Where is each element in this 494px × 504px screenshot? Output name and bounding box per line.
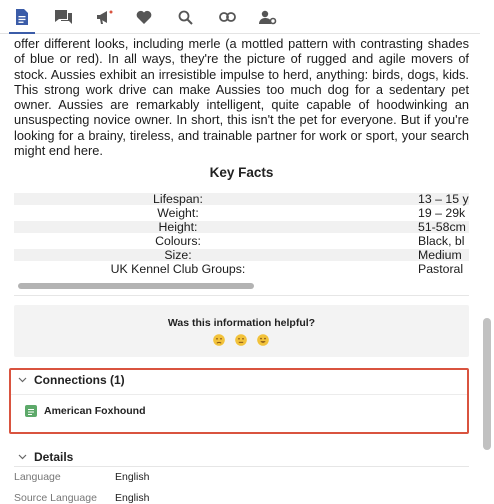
megaphone-icon[interactable] (91, 5, 117, 29)
fact-label: Size: (164, 248, 192, 262)
connections-header[interactable]: Connections (1) (34, 373, 125, 387)
document-content (0, 33, 480, 504)
fact-label: Lifespan: (153, 192, 203, 206)
happy-emoji-icon[interactable] (257, 334, 269, 346)
document-icon (25, 405, 37, 417)
fact-value: 19 – 29k (418, 206, 466, 220)
horizontal-scrollbar[interactable] (14, 283, 469, 291)
details-header[interactable]: Details (34, 450, 74, 464)
connection-link-american-foxhound[interactable]: American Foxhound (44, 405, 146, 417)
horizontal-scrollbar-thumb[interactable] (18, 283, 254, 289)
vertical-scrollbar-thumb[interactable] (483, 318, 491, 450)
detail-value-source-language: English (115, 492, 150, 504)
toolbar (0, 0, 480, 34)
fact-row-height (14, 221, 469, 233)
divider (11, 394, 467, 395)
key-facts-table[interactable] (14, 192, 469, 280)
divider (14, 466, 469, 467)
fact-label: Colours: (155, 234, 201, 248)
detail-label-language: Language (14, 471, 61, 483)
chat-icon[interactable] (50, 5, 76, 29)
fact-value: 51-58cm (418, 220, 466, 234)
fact-row-lifespan (14, 193, 469, 205)
divider (14, 295, 469, 296)
fact-row-kennel-club (14, 263, 469, 275)
sad-emoji-icon[interactable] (213, 334, 225, 346)
chevron-down-icon[interactable] (18, 377, 27, 383)
fact-value: Medium (418, 248, 462, 262)
detail-value-language: English (115, 471, 150, 483)
fact-label: UK Kennel Club Groups: (110, 262, 246, 276)
fact-value: Black, bl (418, 234, 465, 248)
fact-label: Height: (158, 220, 198, 234)
feedback-question: Was this information helpful? (167, 317, 316, 329)
fact-value: 13 – 15 y (418, 192, 469, 206)
article-text: offer different looks, including merle (a mottled pattern with contrasting shades of blue or red). In all ways, they're the picture of rugged and agile movers of stock. Aussies exhibit an irresistible impulse to herd, anything: birds, dogs, kids. This strong work drive can make Aussies too much dog for a sedentary pet owner. Aussies are remarkably intelligent, quite capable of hoodwinking an unsuspecting novice owner. In short, this isn't the pet for everyone. But if you're looking for a brainy, tireless, and trainable partner for work or sport, your search might end here. (14, 36, 469, 159)
detail-label-source-language: Source Language (14, 492, 97, 504)
feedback-panel (14, 305, 469, 357)
fact-row-colours (14, 235, 469, 247)
fact-row-size (14, 249, 469, 261)
chevron-down-icon[interactable] (18, 454, 27, 460)
search-icon[interactable] (172, 5, 198, 29)
user-settings-icon[interactable] (255, 5, 281, 29)
fact-row-weight (14, 207, 469, 219)
document-icon[interactable] (9, 5, 35, 29)
fact-label: Weight: (157, 206, 199, 220)
link-icon[interactable] (214, 5, 240, 29)
fact-value: Pastoral (418, 262, 464, 276)
key-facts-title: Key Facts (209, 165, 274, 180)
connections-section (9, 368, 469, 434)
heart-icon[interactable] (131, 5, 157, 29)
neutral-emoji-icon[interactable] (235, 334, 247, 346)
